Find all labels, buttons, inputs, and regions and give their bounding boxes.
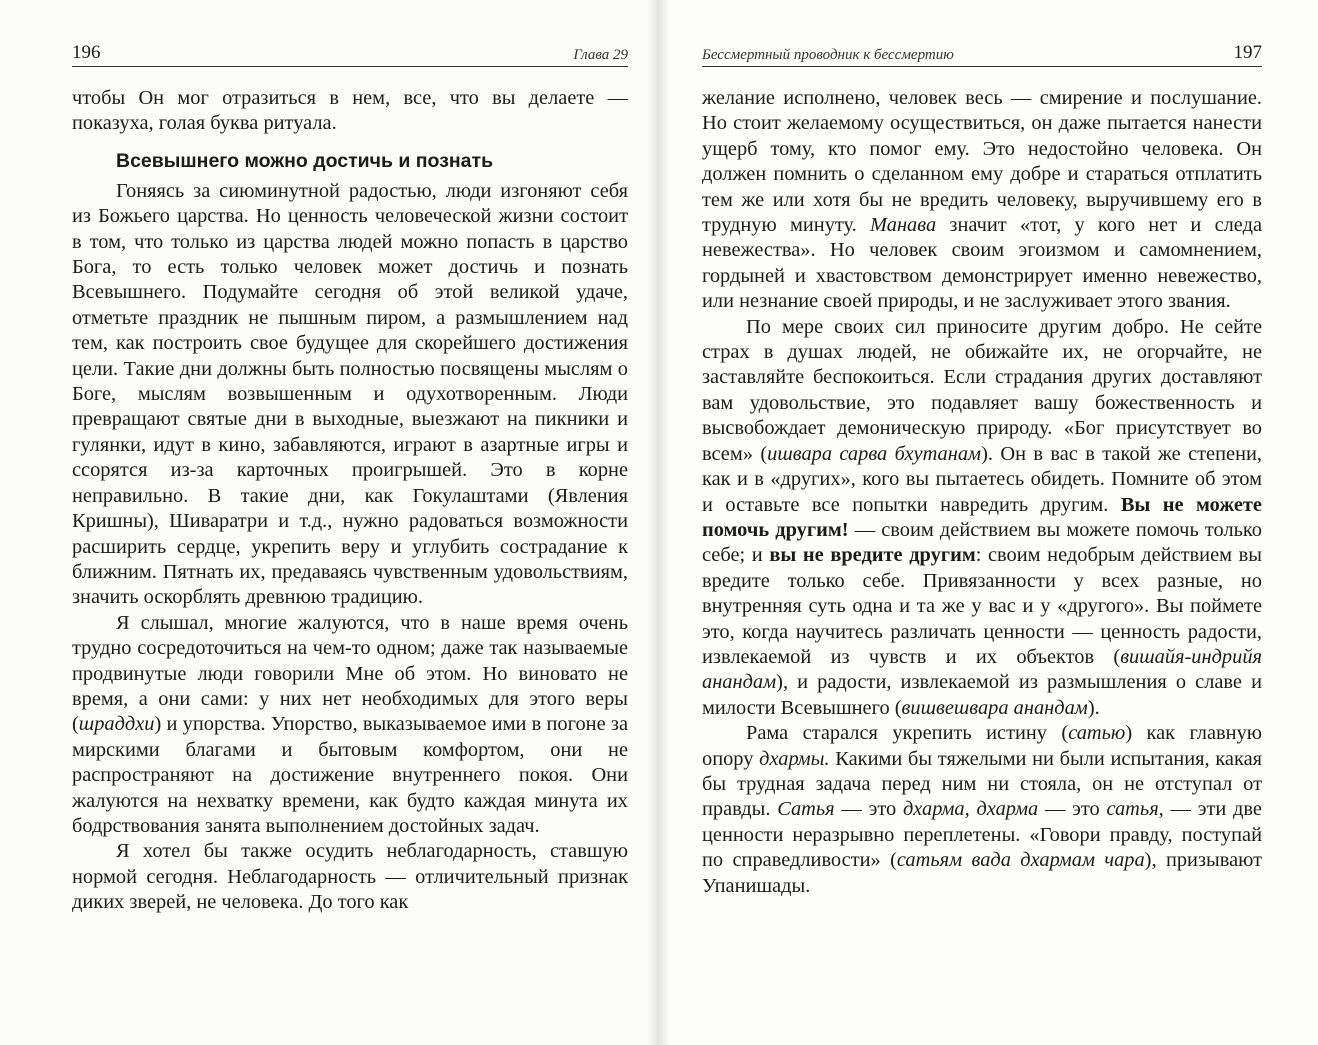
text-run: По мере своих сил приносите другим добро. Не сейте страх в душах людей, не обижайте их, не огорчайте, не заставляйте беспокоиться. Если страдания других доставляют вам удовольствие, это подавляет вашу божественность и высвобождает демоническую природу. «Бог присутствует во всем» ( [702,315,1262,465]
right-page-header [702,40,1262,67]
text-run: : своим недобрым действием вы вредите только себе. Привязанности у всех разные, но внутренняя суть одна и та же у вас и у «другого». Вы поймете это, когда научитесь различать ценности — ценность радости, извлекаемой из чувств и их объектов ( [702,544,1262,668]
italic-term: шраддхи [78,713,155,736]
left-page-header [72,40,628,67]
text-run: значит «тот, у кого нет и следа невежества». Но человек своим эгоизмом и самомнением, гордыней и хвастовством демонстрирует именно невежество, или незнание своей природы, и не заслуживает этого звания. [702,214,1262,313]
italic-term: Манава [870,214,937,237]
italic-term: ишвара сарва бхутанам [767,442,982,465]
book-gutter-shadow [648,0,670,1045]
text-run: Рама старался укрепить истину ( [746,722,1069,745]
text-run: — это [834,798,903,821]
italic-term: вишвешвара анандам [901,696,1088,719]
italic-term: Сатья [777,798,835,821]
right-page-body [702,86,1262,899]
text-run: ) как главную опору [702,722,1262,770]
text-run: — это [1038,798,1107,821]
text-run: желание исполнено, человек весь — смирение и послушание. Но стоит желаемому осуществиться, он даже пытается нанести ущерб тому, кто помог ему. Это недостойно человека. Он должен помнить о сделанном ему добре и стараться отплатить тем же или хотя бы не вредить человеку, выручившему его в трудную минуту. [702,87,1262,237]
italic-term: дхарма, дхарма [902,798,1039,821]
italic-term: вишайя-индрийя анандам [702,645,1262,694]
text-run: ). Он в вас в такой же степени, как и в «других», кого вы пытаетесь обидеть. Помните об этом и оставьте все попытки навредить другим. [702,442,1262,516]
paragraph [72,86,628,137]
text-run: — своим действием вы можете помочь только себе; и [702,518,1262,567]
section-heading: Всевышнего можно достичь и познать [116,149,494,172]
italic-term: сатью [1068,722,1126,745]
text-run: Какими бы тяжелыми ни были испытания, какая бы трудная задача перед ним ни стояла, он не отступал от правды. [702,747,1262,821]
text-line: чтобы Он мог отразиться в нем, все, что вы делаете — [72,87,628,109]
text-run: ). [1087,696,1100,719]
paragraph [72,611,628,840]
text-run: ), и радости, извлекаемой из размышления о славе и милости Всевышнего ( [702,671,1262,719]
text-line: показуха, голая буква ритуала. [72,112,337,135]
text-run: — эти две ценности неразрывно переплетены. «Говори правду, поступай по справедливости» ( [702,798,1262,872]
page-number: 197 [1233,42,1262,63]
running-head: Глава 29 [573,47,628,63]
text-run: Я слышал, многие жалуются, что в наше время очень трудно сосредоточиться на чем-то одном; даже так называемые продвинутые люди говорили Мне об этом. Но виновато не время, а они сами: у них нет необходимых для этого веры ( [72,611,628,736]
text-run: ), призывают Упанишады. [702,849,1262,897]
text-run: Я хотел бы также осудить неблагодарность, ставшую нормой сегодня. Неблагодарность — отличительный признак диких зверей, не человека. До того как [72,840,628,914]
italic-term: дхармы. [759,747,830,770]
italic-term: сатьям вада дхармам чара [896,849,1145,872]
italic-term: сатья, [1106,798,1164,821]
text-run: ) и упорства. Упорство, выказываемое ими в погоне за мирскими благами и бытовым комфортом, они не распространяют на достижение внутреннего покоя. Они жалуются на нехватку времени, как будто каждая минута их бодрствования занята выполнением достойных задач. [72,713,628,837]
paragraph [702,86,1262,315]
running-head: Бессмертный проводник к бессмертию [702,47,954,63]
paragraph [72,839,628,915]
paragraph [72,179,628,611]
bold-phrase: Вы не можете помочь другим! [702,493,1262,541]
text-run: Гоняясь за сиюминутной радостью, люди изгоняют себя из Божьего царства. Но ценность человеческой жизни состоит в том, что только из царства людей можно попасть в царство Бога, то есть только человек может достичь и познать Всевышнего. Подумайте сегодня об этой великой удаче, отметьте праздник не пышным пиром, а размышлением над тем, как построить свое будущее для скорейшего достижения цели. Такие дни должны быть полностью посвящены мыслям о Боге, мыслям возвышенным и одухотворенным. Люди превращают святые дни в выходные, выезжают на пикники и гулянки, идут в кино, забавляются, играют в азартные игры и ссорятся из-за карточных проигрышей. Это в корне неправильно. В такие дни, как Гокулаштами (Явления Кришны), Шиваратри и т.д., нужно радоваться возможности расширить сердце, укрепить веру и углубить сострадание к ближним. Пятнать их, предаваясь чувственным удовольствиям, значить оскорблять древнюю традицию. [72,179,628,609]
bold-phrase: вы не вредите другим [769,544,976,567]
paragraph [702,721,1262,899]
left-page-body [72,86,628,916]
paragraph [702,315,1262,722]
right-page [659,0,1318,1045]
page-number: 196 [72,42,101,63]
